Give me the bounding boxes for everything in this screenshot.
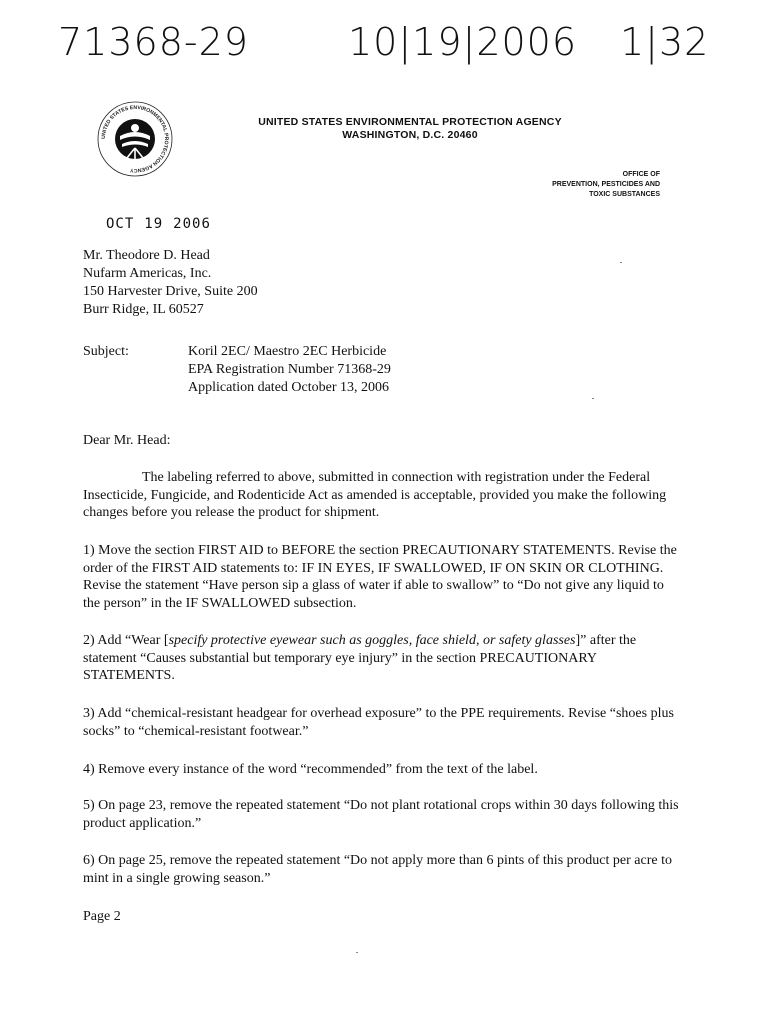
agency-address: WASHINGTON, D.C. 20460 [342, 129, 478, 141]
office-line-2: PREVENTION, PESTICIDES AND [552, 181, 660, 188]
subject-registration: EPA Registration Number 71368-29 [188, 362, 391, 377]
subject-application-date: Application dated October 13, 2006 [188, 380, 390, 395]
item-2-start: 2) Add “Wear [ [83, 633, 169, 648]
page-footer: Page 2 [83, 909, 121, 924]
recipient-city: Burr Ridge, IL 60527 [83, 302, 204, 317]
item-2-end: ]” after the statement “Causes substantial but temporary eye injury” in the section PRECAUTIONARY STATEMENTS. [83, 633, 637, 684]
item-5: 5) On page 23, remove the repeated statement “Do not plant rotational crops within 30 days following this product application.” [83, 798, 679, 831]
subject-product: Koril 2EC/ Maestro 2EC Herbicide [188, 344, 387, 359]
scan-speck [620, 262, 622, 263]
recipient-street: 150 Harvester Drive, Suite 200 [83, 284, 258, 299]
item-4: 4) Remove every instance of the word “recommended” from the text of the label. [83, 762, 538, 777]
handwritten-page-count: 1|32 [620, 20, 710, 64]
scan-speck [592, 398, 594, 399]
agency-name: UNITED STATES ENVIRONMENTAL PROTECTION AGENCY [258, 116, 562, 128]
epa-seal-icon [96, 100, 174, 178]
handwritten-file-number: 71368-29 [58, 20, 249, 64]
date-stamp [106, 216, 221, 232]
item-6: 6) On page 25, remove the repeated statement “Do not apply more than 6 pints of this product per acre to mint in a single growing season.” [83, 853, 672, 886]
scan-speck [356, 952, 358, 953]
salutation: Dear Mr. Head: [83, 433, 171, 448]
recipient-name: Mr. Theodore D. Head [83, 248, 210, 263]
agency-header [230, 116, 590, 142]
office-block [552, 170, 660, 200]
intro-paragraph: The labeling referred to above, submitted in connection with registration under the Federal Insecticide, Fungicide, and Rodenticide Act as amended is acceptable, provided you make the following changes before you release the product for shipment. [83, 470, 667, 521]
stamp-month: OCT [106, 216, 135, 232]
office-line-3: TOXIC SUBSTANCES [589, 191, 660, 198]
office-line-1: OFFICE OF [622, 171, 660, 178]
handwritten-date: 10|19|2006 [348, 20, 578, 64]
item-2-italic: specify protective eyewear such as goggles, face shield, or safety glasses [168, 633, 576, 648]
recipient-address [83, 247, 683, 319]
stamp-day: 19 [144, 216, 164, 232]
recipient-company: Nufarm Americas, Inc. [83, 266, 212, 281]
item-3: 3) Add “chemical-resistant headgear for overhead exposure” to the PPE requirements. Revise “shoes plus socks” to “chemical-resistant footwear.” [83, 706, 674, 739]
subject-label: Subject: [83, 344, 129, 359]
item-2 [83, 632, 683, 685]
seal-text: UNITED STATES ENVIRONMENTAL PROTECTION AGENCY [100, 104, 170, 174]
stamp-year: 2006 [173, 216, 211, 232]
item-1: 1) Move the section FIRST AID to BEFORE the section PRECAUTIONARY STATEMENTS. Revise the order of the FIRST AID statements to: IF IN EYES, IF SWALLOWED, IF ON SKIN OR CLOTHING. Revise the statement “Have person sip a glass of water if able to swallow” to “Do not give any liquid to the person” in the IF SWALLOWED subsection. [83, 543, 677, 611]
